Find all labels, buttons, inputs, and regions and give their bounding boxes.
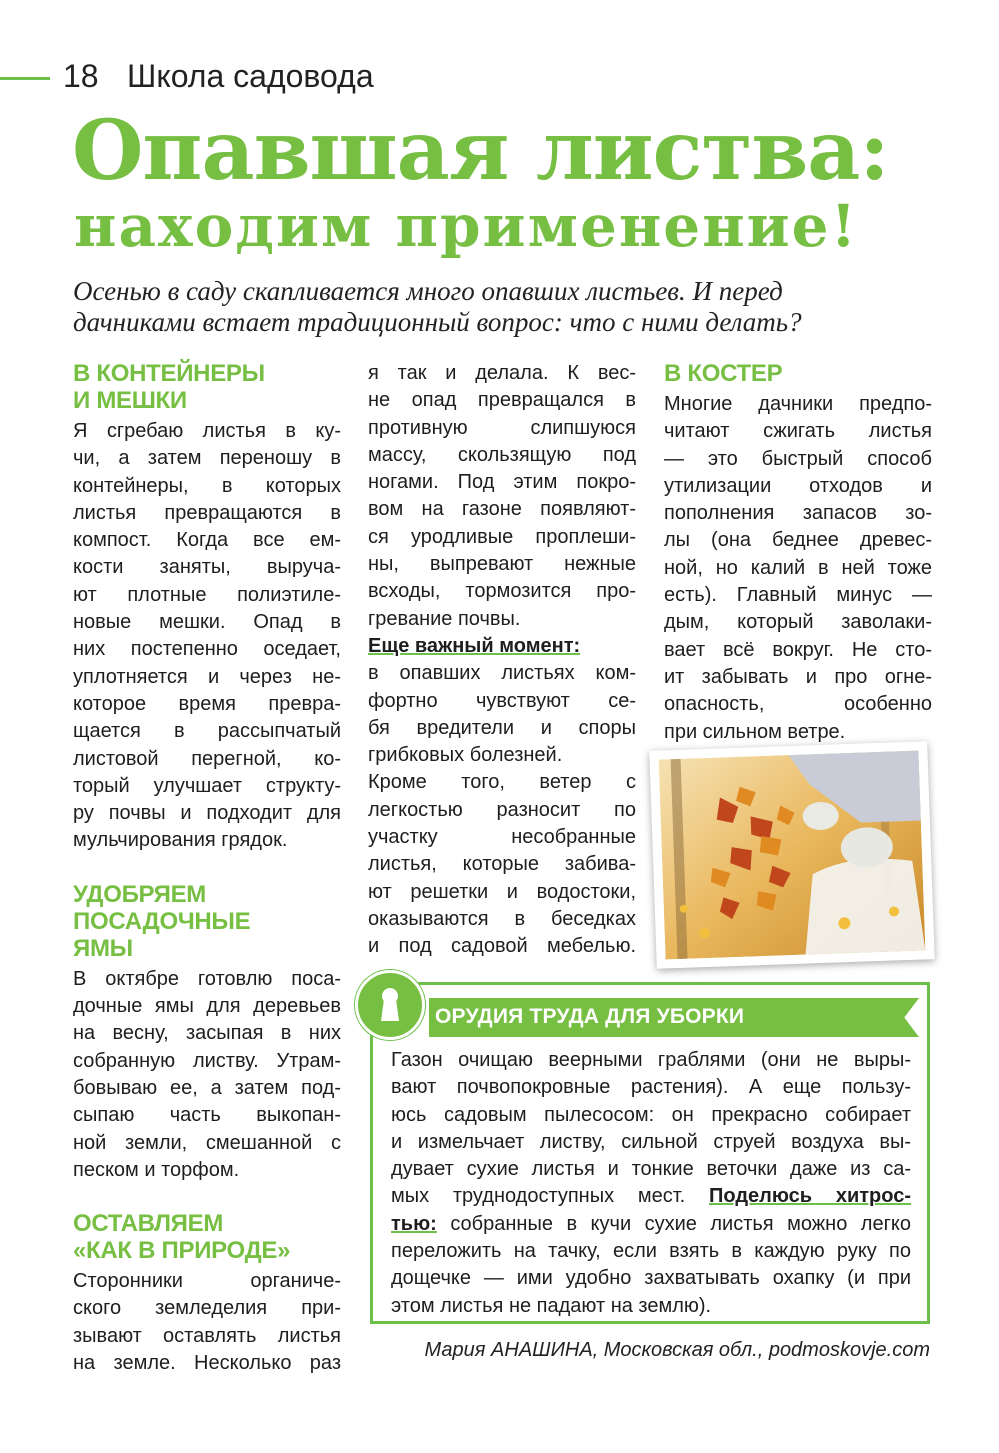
text-line: уплотняется и через не-	[73, 665, 341, 688]
text-line: дочные ямы для деревьев	[73, 995, 341, 1018]
paragraph-planting-pits	[73, 966, 341, 1184]
heading-line: В КОНТЕЙНЕРЫ	[73, 360, 265, 387]
heading-natural	[73, 1210, 341, 1264]
text-line: торый улучшает структу-	[73, 774, 341, 797]
spacer	[73, 855, 341, 881]
text-line: которое время превра-	[73, 692, 341, 715]
text-line: бовываю ее, а затем под-	[73, 1076, 341, 1099]
text-line: кости заняты, выруча-	[73, 556, 341, 579]
text-fragment: собранные в кучи сухие листья можно легко	[450, 1212, 911, 1235]
text-line: листовой перегной, ко-	[73, 747, 341, 770]
heading-line: И МЕШКИ	[73, 387, 187, 414]
text-line: вают почвопокровные растения). А еще пользу-	[391, 1076, 911, 1099]
text-line: есть). Главный минус —	[664, 584, 932, 607]
text-line: фортно чувствуют се-	[368, 689, 636, 712]
paragraph-natural	[73, 1268, 341, 1377]
text-line: ной, но калий в ней тоже	[664, 556, 932, 579]
text-line: компост. Когда все ем-	[73, 529, 341, 552]
text-line: новые мешки. Опад в	[73, 611, 341, 634]
text-line: — это быстрый способ	[664, 447, 932, 470]
text-line	[391, 1183, 911, 1210]
text-line: Сторонники органиче-	[73, 1270, 341, 1293]
column-3	[664, 360, 932, 746]
tip-box	[370, 982, 930, 1324]
heading-line: ОСТАВЛЯЕМ	[73, 1210, 224, 1238]
text-line: зывают оставлять листья	[73, 1324, 341, 1347]
text-line: листья превращаются в	[73, 501, 341, 524]
text-line: ского земледелия при-	[73, 1297, 341, 1320]
text-line: читают сжигать листья	[664, 420, 932, 443]
text-line: на весну, засыпая в них	[73, 1022, 341, 1045]
heading-line: ЯМЫ	[73, 934, 133, 962]
text-line	[391, 1211, 911, 1238]
text-line: оказываются в беседках	[368, 907, 636, 930]
text-line: Я сгребаю листья в ку-	[73, 420, 341, 442]
text-line: ногами. Под этим покро-	[368, 471, 636, 494]
text-line: лы (она беднее древес-	[664, 529, 932, 552]
text-line: ют плотные полиэтиле-	[73, 583, 341, 606]
text-line: при сильном ветре.	[664, 720, 846, 743]
text-line: грибковых болезней.	[368, 744, 563, 767]
text-line: мульчирования грядок.	[73, 829, 288, 852]
column-1	[73, 360, 341, 1377]
text-line: сыпаю часть выкопан-	[73, 1104, 341, 1127]
text-line: ной земли, смешанной с	[73, 1131, 341, 1154]
text-line: вом на газоне появляют-	[368, 498, 636, 521]
text-line: опасность, особенно	[664, 693, 932, 716]
text-line: на земле. Несколько раз	[73, 1352, 341, 1375]
text-line: щается в рассыпчатый	[73, 720, 341, 743]
text-line: легкостью разносит по	[368, 798, 636, 821]
text-line: ит забывать и про огне-	[664, 665, 932, 688]
page-number: 18	[63, 58, 99, 94]
text-line: Многие дачники предпо-	[664, 393, 932, 415]
article-title: Опавшая листва:	[72, 103, 889, 199]
heading-containers	[73, 360, 341, 414]
text-line: противную слипшуюся	[368, 416, 636, 439]
heading-line: УДОБРЯЕМ	[73, 880, 206, 908]
paragraph-containers	[73, 418, 341, 855]
column-2	[368, 360, 636, 961]
heading-planting-pits	[73, 881, 341, 962]
header-rule	[0, 77, 50, 80]
section-name: Школа садовода	[127, 58, 374, 94]
text-line: Кроме того, ветер с	[368, 771, 636, 794]
lead-line: Осенью в саду скапливается много опавших листьев. И перед	[73, 276, 783, 306]
photo-illustration	[659, 751, 926, 960]
text-line: Газон очищаю веерными граблями (они не выры-	[391, 1049, 911, 1071]
heading-bonfire: В КОСТЕР	[664, 360, 783, 387]
highlight-important: Еще важный момент:	[368, 634, 581, 657]
text-line: юсь садовым пылесосом: он прекрасно собирает	[391, 1103, 911, 1126]
keyhole-icon	[376, 985, 404, 1025]
highlight-trick-end: тью:	[391, 1212, 437, 1235]
tip-title: ОРУДИЯ ТРУДА ДЛЯ УБОРКИ	[435, 1005, 745, 1028]
article-subtitle: находим применение!	[74, 192, 859, 260]
heading-line: «КАК В ПРИРОДЕ»	[73, 1237, 291, 1265]
text-line: и под садовой мебелью.	[368, 935, 636, 958]
keyhole-badge	[355, 970, 425, 1040]
text-line: я так и делала. К вес-	[368, 362, 636, 384]
text-line: дым, который заволаки-	[664, 611, 932, 634]
text-line: переложить на тачку, если взять в каждую руку по	[391, 1240, 911, 1263]
text-line: в опавших листьях ком-	[368, 662, 636, 685]
text-line: песком и торфом.	[73, 1158, 240, 1181]
text-line: массу, скользящую под	[368, 443, 636, 466]
text-line: них постепенно оседает,	[73, 638, 341, 661]
photo-autumn-leaves	[649, 741, 934, 969]
text-line: собранную листву. Утрам-	[73, 1049, 341, 1072]
text-line: и измельчает листву, сильной струей воздуха вы-	[391, 1130, 911, 1153]
text-line: ют решетки и водостоки,	[368, 880, 636, 903]
text-line	[368, 633, 636, 660]
text-line: дувает сухие листья и тонкие веточки даже из са-	[391, 1158, 911, 1181]
text-line: гревание почвы.	[368, 607, 521, 630]
heading-line: ПОСАДОЧНЫЕ	[73, 907, 251, 935]
text-line: ны, выпревают нежные	[368, 553, 636, 576]
text-line: ру почвы и подходит для	[73, 802, 341, 825]
text-line: контейнеры, в которых	[73, 474, 341, 497]
text-line: этом листья не падают на землю).	[391, 1294, 712, 1317]
text-line: бя вредители и споры	[368, 716, 636, 739]
author-byline: Мария АНАШИНА, Московская обл., podmoskovje.com	[424, 1339, 930, 1361]
text-line: ся уродливые проплеши-	[368, 525, 636, 548]
text-line: всходы, тормозится про-	[368, 580, 636, 603]
text-line: вает всё вокруг. Не сто-	[664, 638, 932, 661]
tip-text	[391, 1047, 911, 1320]
paragraph-bonfire	[664, 391, 932, 746]
text-line: дощечке — ими удобно захватывать охапку (и при	[391, 1267, 911, 1290]
text-line: участку несобранные	[368, 826, 636, 849]
lead-line: дачниками встает традиционный вопрос: что с ними делать?	[73, 307, 802, 337]
text-line: утилизации отходов и	[664, 474, 932, 497]
text-line: пополнения запасов зо-	[664, 502, 932, 525]
text-fragment: мых труднодоступных мест.	[391, 1185, 686, 1208]
text-line: В октябре готовлю поса-	[73, 967, 341, 990]
text-line: чи, а затем переношу в	[73, 447, 341, 470]
text-line: не опад превращался в	[368, 389, 636, 412]
paragraph-continued	[368, 360, 636, 961]
spacer	[73, 1184, 341, 1210]
lead-paragraph	[73, 276, 933, 338]
text-line: листья, которые забива-	[368, 853, 636, 876]
highlight-trick: Поделюсь хитрос-	[709, 1185, 912, 1208]
